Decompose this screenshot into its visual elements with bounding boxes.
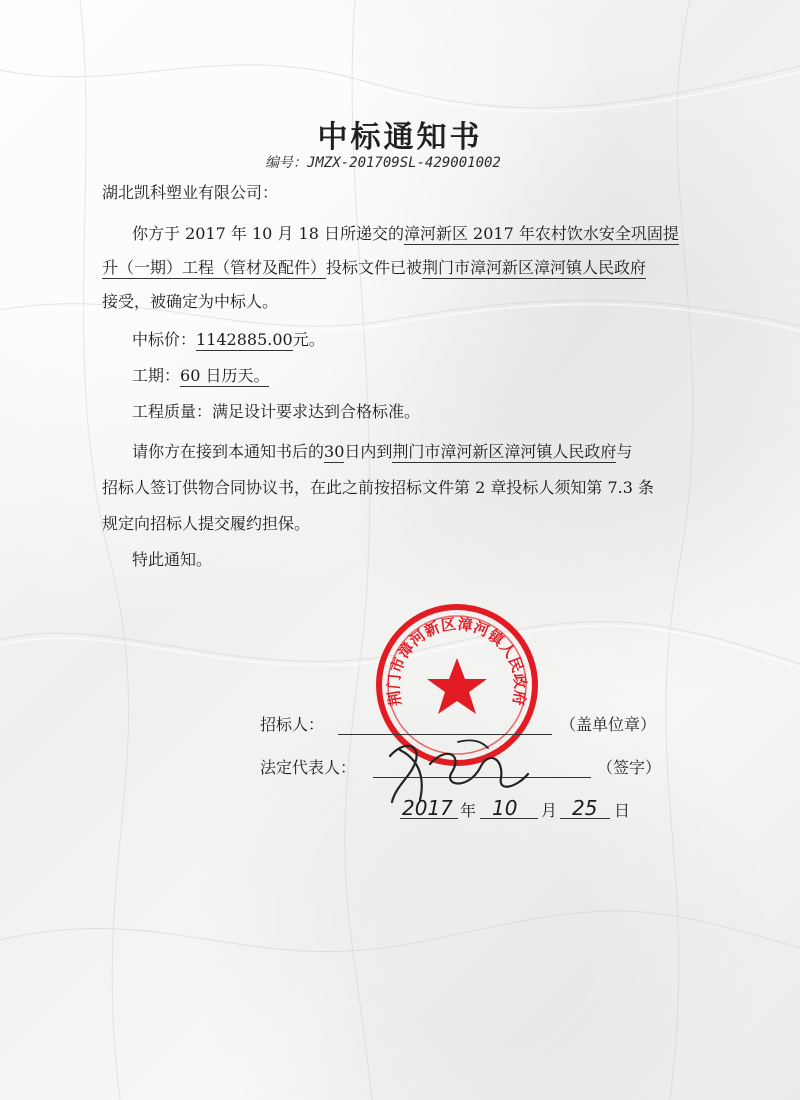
legal-representative-label: 法定代表人： xyxy=(260,758,357,777)
notice-days: 30 xyxy=(324,442,345,461)
body-line-3: 接受，被确定为中标人。 xyxy=(102,292,279,311)
price-unit: 元。 xyxy=(292,330,325,349)
date-year-handwritten: 2017 xyxy=(402,796,453,820)
notice-part-2: 日内到 xyxy=(344,442,393,461)
notice-part-1: 请你方在接到本通知书后的 xyxy=(132,442,325,461)
notice-line-2: 招标人签订供物合同协议书，在此之前按招标文件第 2 章投标人须知第 7.3 条 xyxy=(102,478,654,497)
closing-text: 特此通知。 xyxy=(132,550,213,569)
tenderer-label: 招标人： xyxy=(260,715,325,734)
notice-line-3: 规定向招标人提交履约担保。 xyxy=(102,514,311,533)
notice-part-3: 与 xyxy=(616,442,633,461)
tenderer-seal-note: （盖单位章） xyxy=(560,715,657,734)
awarding-authority: 荆门市漳河新区漳河镇人民政府 xyxy=(422,258,647,277)
body-middle-text: 投标文件已被 xyxy=(326,258,423,277)
project-name-part-1: 漳河新区 2017 年农村饮水安全巩固提 xyxy=(403,224,679,243)
document-number: 编号：JMZX-201709SL-429001002 xyxy=(265,155,501,171)
notice-authority: 荆门市漳河新区漳河镇人民政府 xyxy=(392,442,617,461)
body-line-1 xyxy=(132,224,679,243)
date-year-label: 年 xyxy=(460,801,477,820)
official-seal xyxy=(372,600,542,770)
quality-line: 工程质量：满足设计要求达到合格标准。 xyxy=(132,402,421,421)
tenderer-signature-line xyxy=(338,734,552,735)
recipient-name: 湖北凯科塑业有限公司： xyxy=(102,183,279,202)
body-line-2 xyxy=(102,258,646,277)
date-day-handwritten: 25 xyxy=(572,796,598,820)
duration-label: 工期： xyxy=(132,366,181,385)
price-value: 1142885.00 xyxy=(196,330,293,349)
date-line xyxy=(400,796,630,820)
price-label: 中标价： xyxy=(132,330,197,349)
document-title: 中标通知书 xyxy=(317,120,483,155)
price-line xyxy=(132,330,325,349)
duration-line xyxy=(132,366,269,385)
duration-value: 60 日历天。 xyxy=(180,366,270,385)
date-month-handwritten: 10 xyxy=(492,796,518,820)
project-name-part-2: 升（一期）工程（管材及配件） xyxy=(102,258,327,277)
legal-representative-signature-line xyxy=(373,777,591,778)
date-day-label: 日 xyxy=(614,801,631,820)
body-prefix: 你方于 2017 年 10 月 18 日所递交的 xyxy=(132,224,404,243)
notice-line-1 xyxy=(132,442,632,461)
star-icon xyxy=(427,658,487,714)
seal-outer-ring xyxy=(379,607,535,763)
legal-representative-sign-note: （签字） xyxy=(597,758,662,777)
seal-text: 荆门市漳河新区漳河镇人民政府 xyxy=(384,614,530,708)
date-month-label: 月 xyxy=(541,801,558,820)
